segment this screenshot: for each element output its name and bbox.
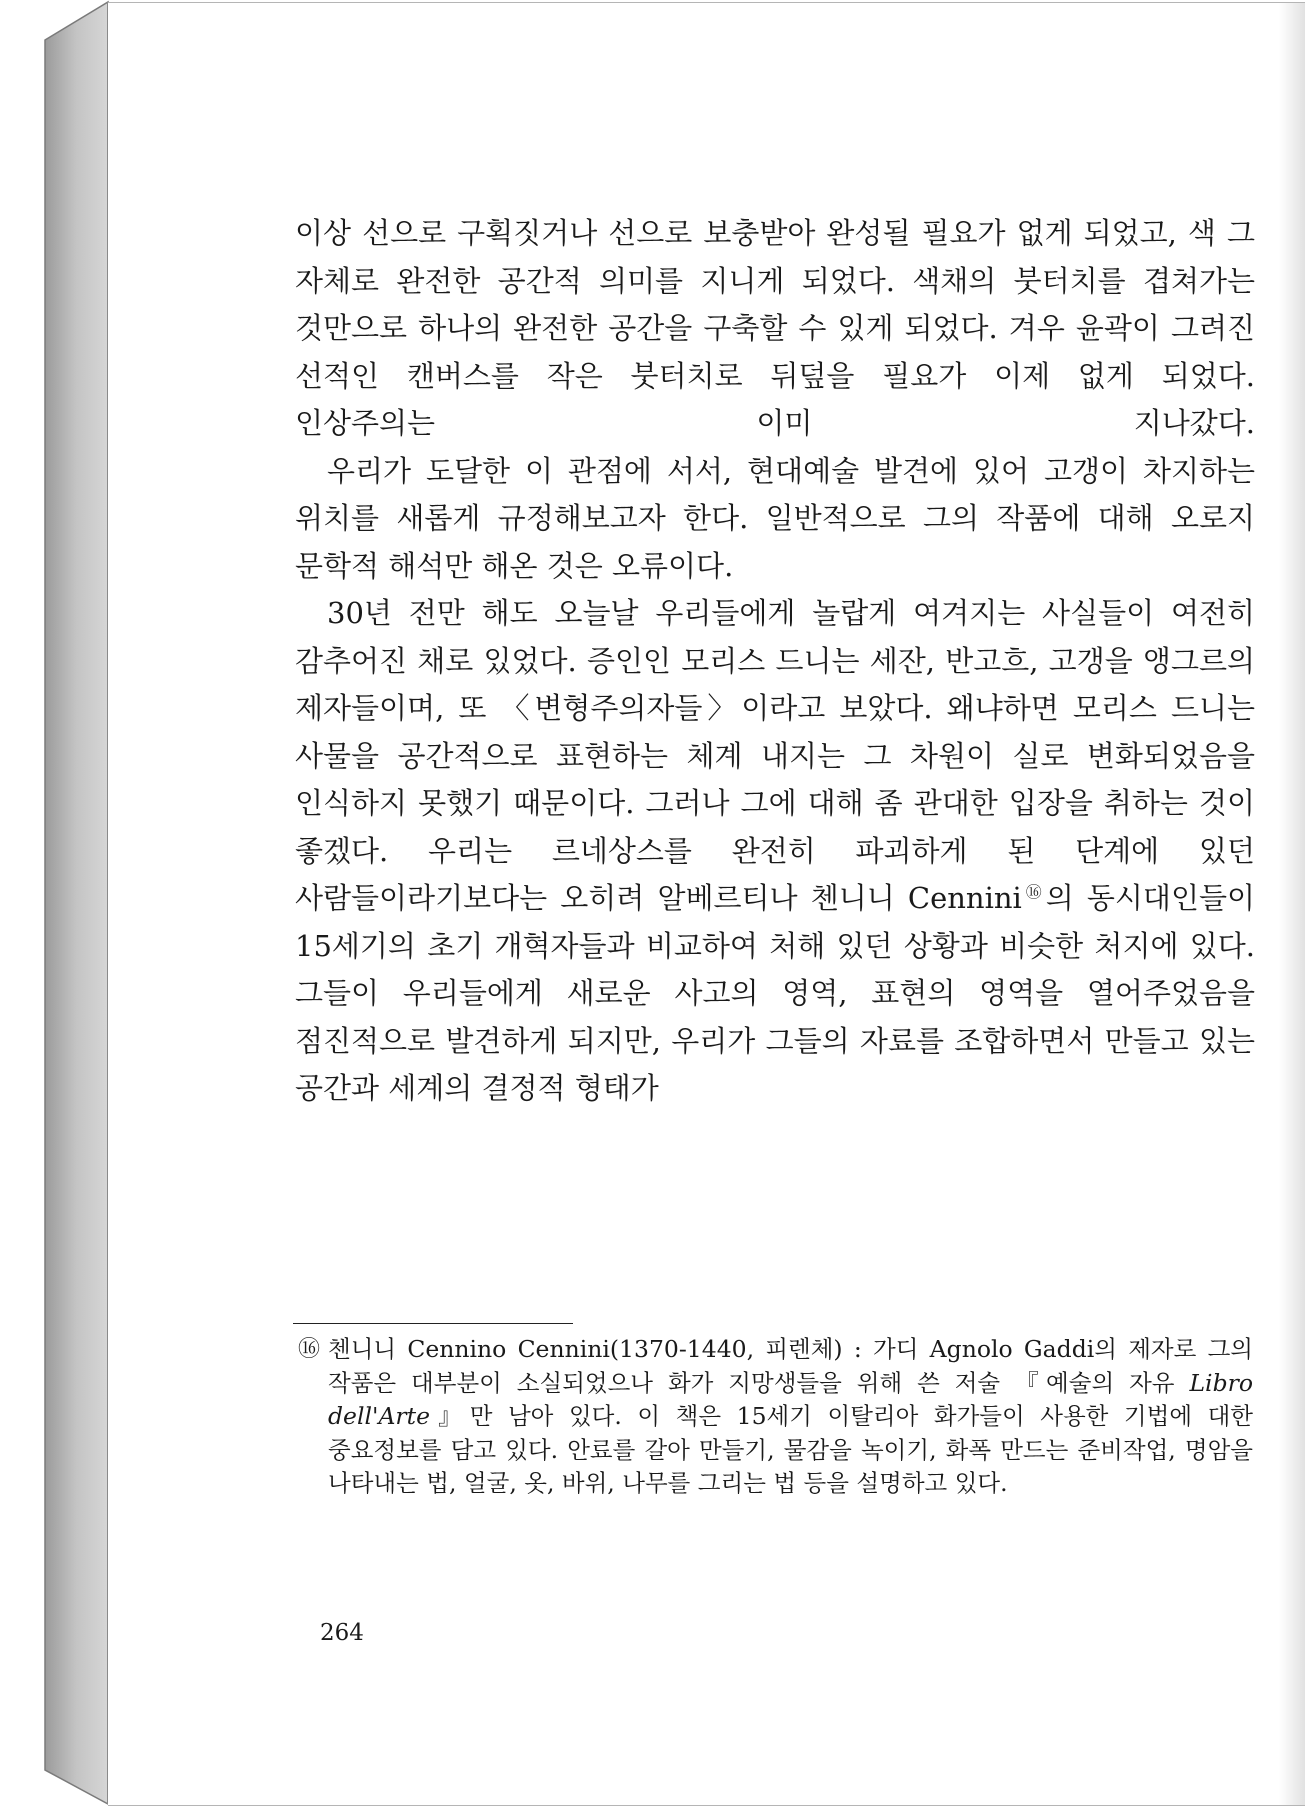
footnote-rule (293, 1323, 573, 1324)
footnote-text (328, 1333, 1253, 1501)
footnote (298, 1333, 1253, 1501)
paragraph-text: 의 동시대인들이 15세기의 초기 개혁자들과 비교하여 처해 있던 상황과 비슷한 처지에 있다. 그들이 우리들에게 새로운 사고의 영역, 표현의 영역을 열어주었음을 점진적으로 발견하게 되지만, 우리가 그들의 자료를 조합하면서 만들고 있는 공간과 세계의 결정적 형태가 (295, 881, 1255, 1105)
page-number: 264 (320, 1620, 364, 1646)
footnote-text-part: 』만 남아 있다. 이 책은 15세기 이탈리아 화가들이 사용한 기법에 대한 중요정보를 담고 있다. 안료를 갈아 만들기, 물감을 녹이기, 화폭 만드는 준비작업, 명암을 나타내는 법, 얼굴, 옷, 바위, 나무를 그리는 법 등을 설명하고 있다. (328, 1402, 1253, 1497)
footnote-mark: ⑯ (298, 1337, 321, 1362)
paragraph-text: 30년 전만 해도 오늘날 우리들에게 놀랍게 여겨지는 사실들이 여전히 감추어진 채로 있었다. 증인인 모리스 드니는 세잔, 반고흐, 고갱을 앵그르의 제자들이며, 또 〈변형주의자들〉이라고 보았다. 왜냐하면 모리스 드니는 사물을 공간적으로 표현하는 체계 내지는 그 차원이 실로 변화되었음을 인식하지 못했기 때문이다. 그러나 그에 대해 좀 관대한 입장을 취하는 것이 좋겠다. 우리는 르네상스를 완전히 파괴하게 된 단계에 있던 사람들이라기보다는 오히려 알베르티나 첸니니 Cennini (295, 596, 1255, 915)
book-spine (0, 0, 110, 1806)
book-title: Libro dell'Arte (328, 1368, 1253, 1430)
book-page (108, 2, 1305, 1806)
footnote-text-part: 첸니니 Cennino Cennini(1370-1440, 피렌체) : 가디 Agnolo Gaddi의 제자로 그의 작품은 대부분이 소실되었으나 화가 지망생들을 위해 쓴 저술 『예술의 자유 (328, 1335, 1253, 1397)
paragraph: 이상 선으로 구획짓거나 선으로 보충받아 완성될 필요가 없게 되었고, 색 그 자체로 완전한 공간적 의미를 지니게 되었다. 색채의 붓터치를 겹쳐가는 것만으로 하나의 완전한 공간을 구축할 수 있게 되었다. 겨우 윤곽이 그려진 선적인 캔버스를 작은 붓터치로 뒤덮을 필요가 이제 없게 되었다. 인상주의는 이미 지나갔다. (295, 216, 1255, 440)
page-edge-shadow (1279, 3, 1305, 1805)
footnote-reference: ⑯ (1021, 882, 1046, 902)
paragraph (295, 590, 1255, 1113)
body-text (295, 210, 1255, 1113)
paragraph: 우리가 도달한 이 관점에 서서, 현대예술 발견에 있어 고갱이 차지하는 위치를 새롭게 규정해보고자 한다. 일반적으로 그의 작품에 대해 오로지 문학적 해석만 해온 것은 오류이다. (295, 453, 1255, 583)
